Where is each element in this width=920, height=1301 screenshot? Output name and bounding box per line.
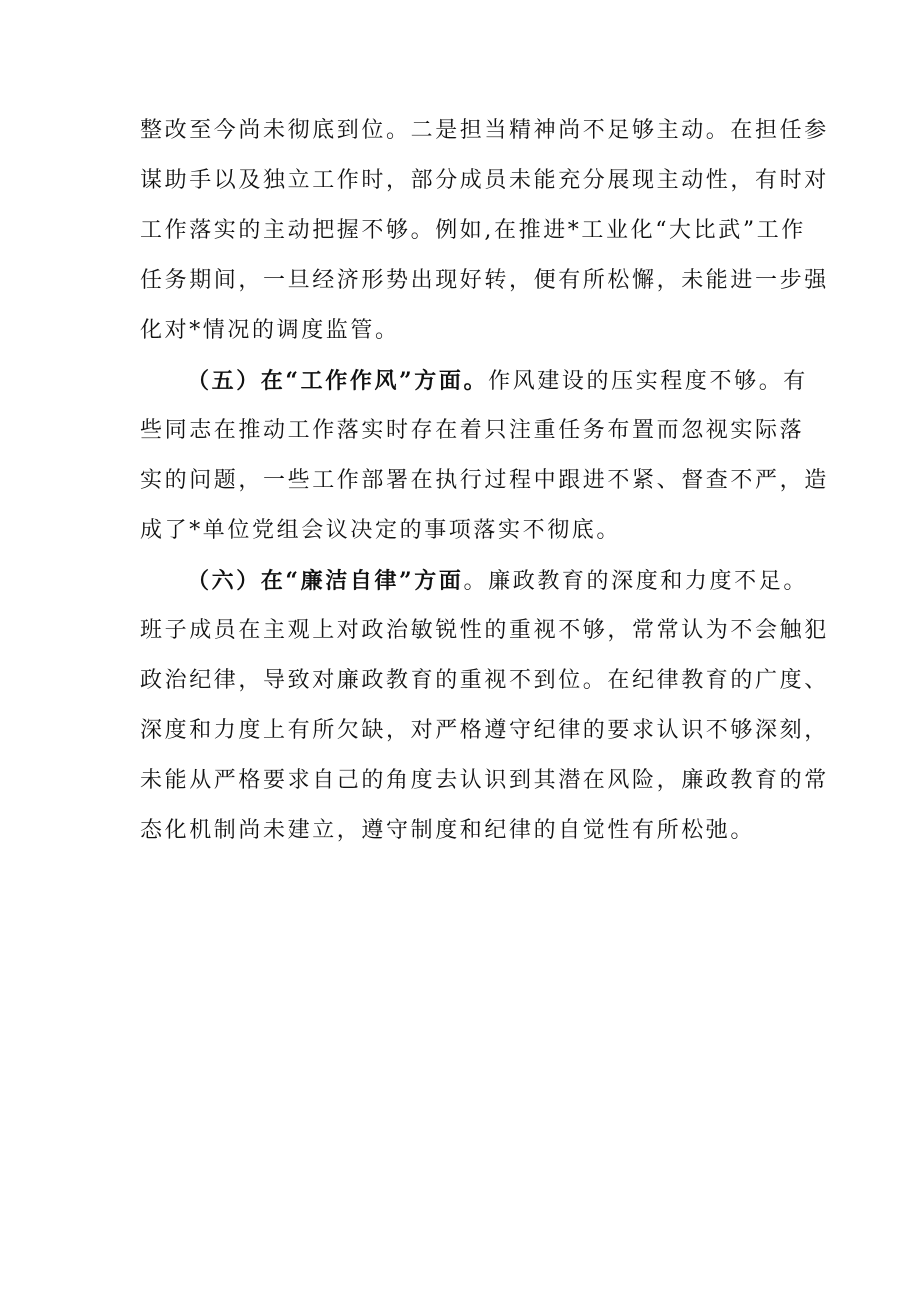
paragraph-line: 政治纪律，导致对廉政教育的重视不到位。在纪律教育的广度、 (140, 668, 829, 693)
section-five-first-line (187, 361, 808, 401)
paragraph-line: 态化机制尚未建立，遵守制度和纪律的自觉性有所松弛。 (140, 818, 756, 843)
section-heading-five: （五）在“工作作风”方面。 (187, 368, 489, 394)
paragraph-line: 谋助手以及独立工作时，部分成员未能充分展现主动性，有时对 (140, 168, 829, 193)
paragraph-line: 班子成员在主观上对政治敏锐性的重视不够，常常认为不会触犯 (140, 618, 829, 643)
paragraph-line: 工作落实的主动把握不够。例如,在推进*工业化“大比武”工作 (140, 218, 806, 243)
section-six-first-line (187, 561, 808, 601)
paragraph-line: 化对*情况的调度监管。 (140, 318, 400, 343)
paragraph-line: 任务期间，一旦经济形势出现好转，便有所松懈，未能进一步强 (140, 268, 829, 293)
paragraph-text: 作风建设的压实程度不够。有 (488, 369, 808, 394)
paragraph-line: 整改至今尚未彻底到位。二是担当精神尚不足够主动。在担任参 (140, 118, 829, 143)
paragraph-line: 成了*单位党组会议决定的事项落实不彻底。 (140, 518, 622, 543)
paragraph-text: 。廉政教育的深度和力度不足。 (463, 569, 808, 594)
paragraph-line: 实的问题，一些工作部署在执行过程中跟进不紧、督查不严，造 (140, 468, 829, 493)
paragraph-line: 深度和力度上有所欠缺，对严格遵守纪律的要求认识不够深刻， (140, 718, 829, 743)
section-heading-six: （六）在“廉洁自律”方面 (187, 568, 464, 594)
paragraph-line: 些同志在推动工作落实时存在着只注重任务布置而忽视实际落 (140, 418, 805, 443)
paragraph-line: 未能从严格要求自己的角度去认识到其潜在风险，廉政教育的常 (140, 768, 829, 793)
